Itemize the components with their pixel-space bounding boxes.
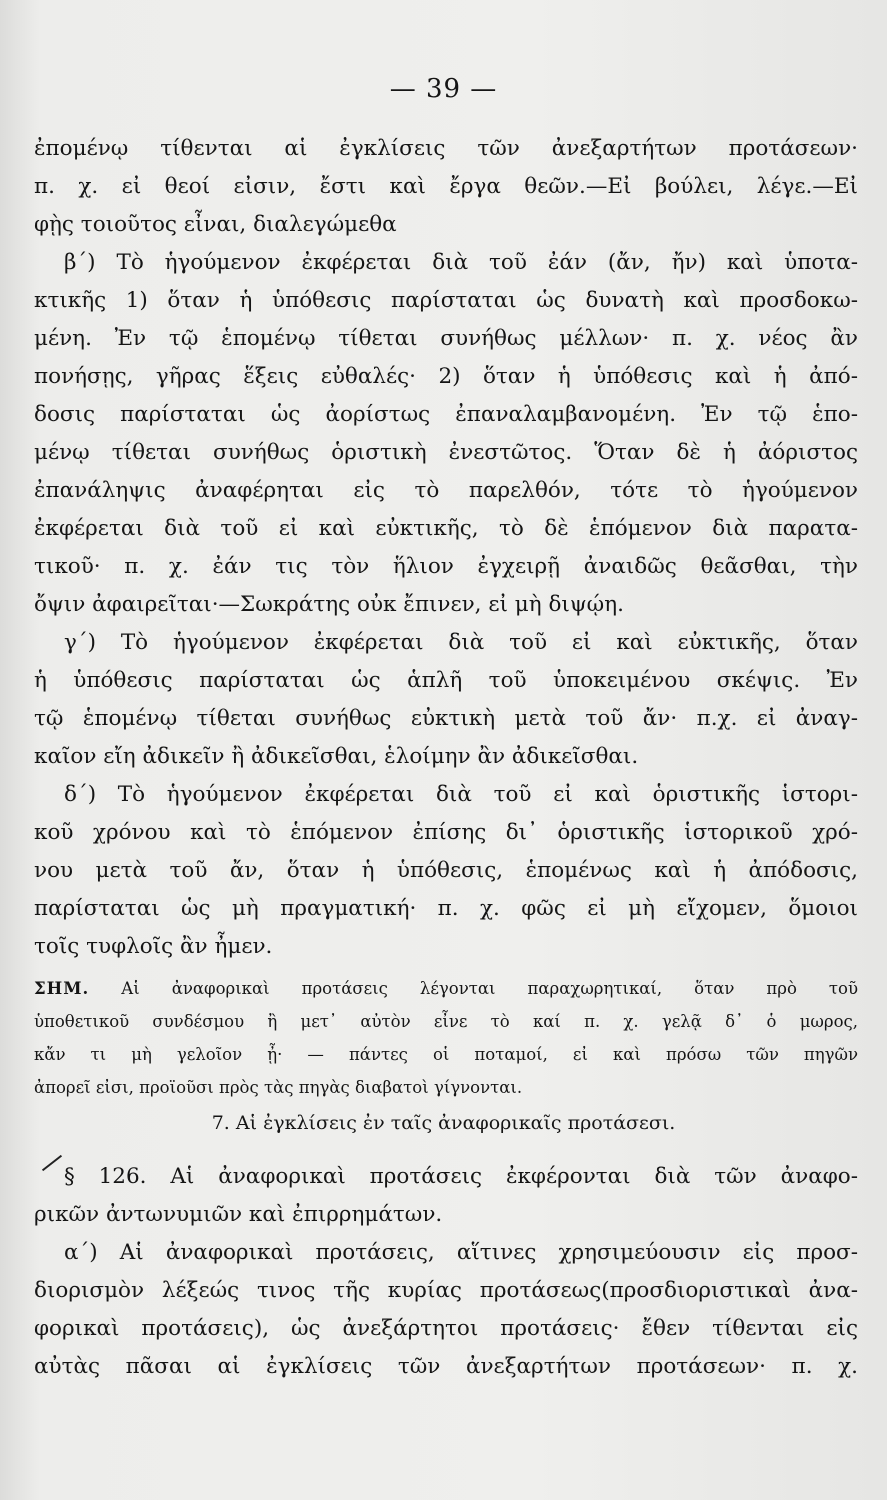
section-heading: 7. Αἱ ἐγκλίσεις ἐν ταῖς ἀναφορικαῖς προτάσεσι. xyxy=(211,1112,676,1134)
text-line: κτικῆς 1) ὅταν ἡ ὑπόθεσις παρίσταται ὡς δυνατὴ καὶ προσδοκω- xyxy=(34,288,858,313)
text-line: νου μετὰ τοῦ ἄν, ὅταν ἡ ὑπόθεσις, ἑπομένως καὶ ἡ ἀπόδοσις, xyxy=(34,858,858,883)
text-line: ἡ ὑπόθεσις παρίσταται ὡς ἁπλῆ τοῦ ὑποκειμένου σκέψις. Ἐν xyxy=(34,668,858,693)
note-label: ΣΗΜ. xyxy=(34,979,90,998)
text-line: ἐπομένῳ τίθενται αἱ ἐγκλίσεις τῶν ἀνεξαρτήτων προτάσεων· xyxy=(34,136,858,161)
text-line: ἐπανάληψις ἀναφέρηται εἰς τὸ παρελθόν, τότε τὸ ἡγούμενον xyxy=(34,478,858,503)
text-line: ρικῶν ἀντωνυμιῶν καὶ ἐπιρρημάτων. xyxy=(34,1202,443,1227)
text-line: μένῳ τίθεται συνήθως ὁριστικὴ ἐνεστῶτος. Ὅταν δὲ ἡ ἀόριστος xyxy=(34,440,858,465)
text-line: τοῖς τυφλοῖς ἂν ἦμεν. xyxy=(34,934,273,959)
note-line: κἄν τι μὴ γελοῖον ᾖ· — πάντες οἱ ποταμοί, εἰ καὶ πρόσω τῶν πηγῶν xyxy=(34,1045,858,1064)
text-line: γ΄) Τὸ ἡγούμενον ἐκφέρεται διὰ τοῦ εἰ καὶ εὐκτικῆς, ὅταν xyxy=(64,630,858,655)
text-line: πονήσῃς, γῆρας ἕξεις εὐθαλές· 2) ὅταν ἡ ὑπόθεσις καὶ ἡ ἀπό- xyxy=(34,364,858,389)
text-line: φῂς τοιοῦτος εἶναι, διαλεγώμεθα xyxy=(34,212,397,237)
pencil-mark xyxy=(42,1155,62,1171)
text-line: α΄) Αἱ ἀναφορικαὶ προτάσεις, αἵτινες χρησιμεύουσιν εἰς προσ- xyxy=(64,1240,858,1265)
page-number: — 39 — xyxy=(389,74,498,104)
text-line: φορικαὶ προτάσεις), ὡς ἀνεξάρτητοι προτάσεις· ἔθεν τίθενται εἰς xyxy=(34,1316,858,1341)
text-line: διορισμὸν λέξεώς τινος τῆς κυρίας προτάσεως(προσδιοριστικαὶ ἀνα- xyxy=(34,1278,858,1303)
text-line: καῖον εἴη ἀδικεῖν ἢ ἀδικεῖσθαι, ἑλοίμην ἂν ἀδικεῖσθαι. xyxy=(34,744,639,769)
text-line: § 126. Αἱ ἀναφορικαὶ προτάσεις ἐκφέρονται διὰ τῶν ἀναφο- xyxy=(64,1164,858,1189)
note-line: ἀπορεῖ εἰσι, προϊοῦσι πρὸς τὰς πηγὰς διαβατοὶ γίγνονται. xyxy=(34,1078,523,1097)
text-line: μένη. Ἐν τῷ ἑπομένῳ τίθεται συνήθως μέλλων· π. χ. νέος ἂν xyxy=(34,326,858,351)
text-line: δ΄) Τὸ ἡγούμενον ἐκφέρεται διὰ τοῦ εἰ καὶ ὁριστικῆς ἱστορι- xyxy=(64,782,858,807)
text-line: τῷ ἑπομένῳ τίθεται συνήθως εὐκτικὴ μετὰ τοῦ ἄν· π.χ. εἰ ἀναγ- xyxy=(34,706,858,731)
text-line: π. χ. εἰ θεοί εἰσιν, ἔστι καὶ ἔργα θεῶν.—Εἰ βούλει, λέγε.—Εἰ xyxy=(34,174,858,199)
text-line: β΄) Τὸ ἡγούμενον ἐκφέρεται διὰ τοῦ ἐάν (ἄν, ἤν) καὶ ὑποτα- xyxy=(64,250,858,275)
text-line: παρίσταται ὡς μὴ πραγματική· π. χ. φῶς εἰ μὴ εἴχομεν, ὅμοιοι xyxy=(34,896,858,921)
note-line: ὑποθετικοῦ συνδέσμου ἢ μετ᾽ αὐτὸν εἶνε τὸ καί π. χ. γελᾷ δ᾽ ὁ μωρος, xyxy=(34,1012,858,1031)
text-line: ὄψιν ἀφαιρεῖται·—Σωκράτης οὐκ ἔπινεν, εἰ μὴ διψῴη. xyxy=(34,592,624,617)
text-line: ἐκφέρεται διὰ τοῦ εἰ καὶ εὐκτικῆς, τὸ δὲ ἑπόμενον διὰ παρατα- xyxy=(34,516,858,541)
text-line: τικοῦ· π. χ. ἐάν τις τὸν ἥλιον ἐγχειρῇ ἀναιδῶς θεᾶσθαι, τὴν xyxy=(34,554,858,579)
note-line xyxy=(34,972,858,1005)
text-line: κοῦ χρόνου καὶ τὸ ἑπόμενον ἐπίσης δι᾽ ὁριστικῆς ἱστορικοῦ χρό- xyxy=(34,820,858,845)
text-line: δοσις παρίσταται ὡς ἀορίστως ἐπαναλαμβανομένη. Ἐν τῷ ἑπο- xyxy=(34,402,858,427)
note-text: Αἱ ἀναφορικαὶ προτάσεις λέγονται παραχωρητικαί, ὅταν πρὸ τοῦ xyxy=(121,979,859,998)
text-line: αὐτὰς πᾶσαι αἱ ἐγκλίσεις τῶν ἀνεξαρτήτων προτάσεων· π. χ. xyxy=(34,1354,858,1379)
